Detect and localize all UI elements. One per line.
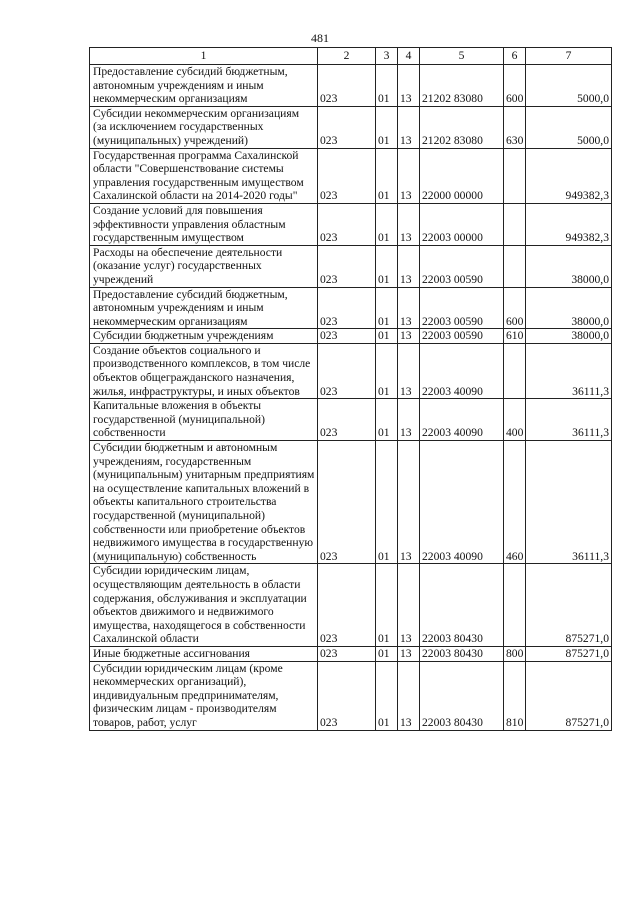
column-header: 6 xyxy=(504,48,526,65)
row-type-cell xyxy=(504,245,526,287)
table-row xyxy=(90,329,612,344)
row-subsection-cell: 13 xyxy=(398,646,420,661)
row-section-cell: 01 xyxy=(376,343,398,398)
row-subsection-cell: 13 xyxy=(398,106,420,148)
row-amount-cell: 38000,0 xyxy=(526,287,612,329)
row-type-cell: 630 xyxy=(504,106,526,148)
row-name-cell: Субсидии юридическим лицам, осуществляющим деятельность в области содержания, обслуживания и эксплуатации объектов движимого и недвижимого имущества, находящегося в собственности Сахалинской области xyxy=(90,564,318,647)
row-subsection-cell: 13 xyxy=(398,661,420,730)
row-amount-cell: 36111,3 xyxy=(526,343,612,398)
row-code-cell: 023 xyxy=(318,564,376,647)
column-number-row xyxy=(90,48,612,65)
row-target-cell: 22003 40090 xyxy=(420,399,504,441)
table-row xyxy=(90,106,612,148)
row-subsection-cell: 13 xyxy=(398,329,420,344)
row-amount-cell: 949382,3 xyxy=(526,203,612,245)
table-row xyxy=(90,441,612,564)
row-type-cell: 600 xyxy=(504,287,526,329)
row-code-cell: 023 xyxy=(318,203,376,245)
row-section-cell: 01 xyxy=(376,564,398,647)
table-row xyxy=(90,343,612,398)
row-target-cell: 21202 83080 xyxy=(420,106,504,148)
row-code-cell: 023 xyxy=(318,329,376,344)
table-row xyxy=(90,148,612,203)
row-type-cell xyxy=(504,203,526,245)
budget-table xyxy=(89,47,612,731)
row-target-cell: 22003 00590 xyxy=(420,287,504,329)
table-row xyxy=(90,399,612,441)
row-type-cell: 810 xyxy=(504,661,526,730)
row-name-cell: Государственная программа Сахалинской области "Совершенствование системы управления государственным имуществом Сахалинской области на 2014-2020 годы" xyxy=(90,148,318,203)
row-amount-cell: 38000,0 xyxy=(526,245,612,287)
row-type-cell: 460 xyxy=(504,441,526,564)
row-subsection-cell: 13 xyxy=(398,203,420,245)
row-section-cell: 01 xyxy=(376,287,398,329)
row-target-cell: 22003 00590 xyxy=(420,329,504,344)
table-row xyxy=(90,203,612,245)
row-section-cell: 01 xyxy=(376,661,398,730)
row-subsection-cell: 13 xyxy=(398,343,420,398)
column-header: 7 xyxy=(526,48,612,65)
row-subsection-cell: 13 xyxy=(398,287,420,329)
row-target-cell: 22003 00590 xyxy=(420,245,504,287)
row-type-cell: 610 xyxy=(504,329,526,344)
row-name-cell: Субсидии бюджетным учреждениям xyxy=(90,329,318,344)
column-header: 3 xyxy=(376,48,398,65)
row-section-cell: 01 xyxy=(376,106,398,148)
row-name-cell: Предоставление субсидий бюджетным, автономным учреждениям и иным некоммерческим организациям xyxy=(90,65,318,107)
row-target-cell: 22003 80430 xyxy=(420,646,504,661)
row-name-cell: Капитальные вложения в объекты государственной (муниципальной) собственности xyxy=(90,399,318,441)
table-row xyxy=(90,245,612,287)
row-name-cell: Предоставление субсидий бюджетным, автономным учреждениям и иным некоммерческим организациям xyxy=(90,287,318,329)
row-subsection-cell: 13 xyxy=(398,564,420,647)
row-code-cell: 023 xyxy=(318,245,376,287)
row-subsection-cell: 13 xyxy=(398,441,420,564)
row-code-cell: 023 xyxy=(318,148,376,203)
row-section-cell: 01 xyxy=(376,245,398,287)
row-section-cell: 01 xyxy=(376,203,398,245)
row-amount-cell: 38000,0 xyxy=(526,329,612,344)
row-section-cell: 01 xyxy=(376,399,398,441)
row-code-cell: 023 xyxy=(318,646,376,661)
table-row xyxy=(90,646,612,661)
row-amount-cell: 5000,0 xyxy=(526,65,612,107)
column-header: 5 xyxy=(420,48,504,65)
row-code-cell: 023 xyxy=(318,65,376,107)
row-amount-cell: 875271,0 xyxy=(526,564,612,647)
column-header: 2 xyxy=(318,48,376,65)
row-type-cell: 800 xyxy=(504,646,526,661)
row-target-cell: 22003 80430 xyxy=(420,661,504,730)
row-code-cell: 023 xyxy=(318,441,376,564)
row-code-cell: 023 xyxy=(318,106,376,148)
table-body xyxy=(90,65,612,731)
row-subsection-cell: 13 xyxy=(398,148,420,203)
row-target-cell: 22003 40090 xyxy=(420,441,504,564)
row-type-cell: 400 xyxy=(504,399,526,441)
row-name-cell: Субсидии бюджетным и автономным учреждениям, государственным (муниципальным) унитарным предприятиям на осуществление капитальных вложений в объекты капитального строительства государственной (муниципальной) собственности или приобретение объектов недвижимого имущества в государственную (муниципальную) собственность xyxy=(90,441,318,564)
table-row xyxy=(90,65,612,107)
row-target-cell: 22003 40090 xyxy=(420,343,504,398)
row-name-cell: Субсидии некоммерческим организациям (за исключением государственных (муниципальных) учреждений) xyxy=(90,106,318,148)
row-amount-cell: 36111,3 xyxy=(526,399,612,441)
row-section-cell: 01 xyxy=(376,329,398,344)
column-header: 1 xyxy=(90,48,318,65)
row-type-cell xyxy=(504,343,526,398)
row-type-cell: 600 xyxy=(504,65,526,107)
row-target-cell: 22000 00000 xyxy=(420,148,504,203)
row-section-cell: 01 xyxy=(376,441,398,564)
row-code-cell: 023 xyxy=(318,399,376,441)
row-amount-cell: 36111,3 xyxy=(526,441,612,564)
row-target-cell: 22003 00000 xyxy=(420,203,504,245)
row-type-cell xyxy=(504,148,526,203)
row-target-cell: 21202 83080 xyxy=(420,65,504,107)
row-subsection-cell: 13 xyxy=(398,399,420,441)
table-row xyxy=(90,287,612,329)
row-subsection-cell: 13 xyxy=(398,65,420,107)
row-name-cell: Расходы на обеспечение деятельности (оказание услуг) государственных учреждений xyxy=(90,245,318,287)
row-subsection-cell: 13 xyxy=(398,245,420,287)
row-name-cell: Субсидии юридическим лицам (кроме некоммерческих организаций), индивидуальным предпринимателям, физическим лицам - производителям товаров, работ, услуг xyxy=(90,661,318,730)
row-name-cell: Иные бюджетные ассигнования xyxy=(90,646,318,661)
page-number: 481 xyxy=(311,31,329,45)
row-amount-cell: 949382,3 xyxy=(526,148,612,203)
row-code-cell: 023 xyxy=(318,661,376,730)
row-amount-cell: 875271,0 xyxy=(526,661,612,730)
table-row xyxy=(90,661,612,730)
row-type-cell xyxy=(504,564,526,647)
table-row xyxy=(90,564,612,647)
row-name-cell: Создание условий для повышения эффективности управления областным государственным имуществом xyxy=(90,203,318,245)
row-section-cell: 01 xyxy=(376,65,398,107)
row-code-cell: 023 xyxy=(318,343,376,398)
row-code-cell: 023 xyxy=(318,287,376,329)
column-header: 4 xyxy=(398,48,420,65)
row-name-cell: Создание объектов социального и производственного комплексов, в том числе объектов общегражданского назначения, жилья, инфраструктуры, и иных объектов xyxy=(90,343,318,398)
row-section-cell: 01 xyxy=(376,646,398,661)
row-target-cell: 22003 80430 xyxy=(420,564,504,647)
row-section-cell: 01 xyxy=(376,148,398,203)
row-amount-cell: 5000,0 xyxy=(526,106,612,148)
row-amount-cell: 875271,0 xyxy=(526,646,612,661)
